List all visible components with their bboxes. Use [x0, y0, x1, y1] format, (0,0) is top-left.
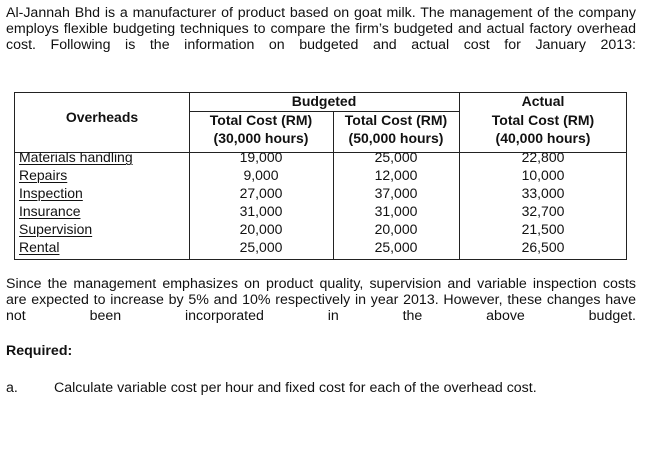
budget-30k-header-line2: (30,000 hours)	[213, 130, 309, 146]
table-cell-budget-30k: 31,000	[239, 203, 283, 219]
table-cell-budget-30k: 9,000	[243, 167, 279, 183]
table-cell-budget-30k: 27,000	[239, 185, 283, 201]
table-cell-actual: 26,500	[521, 239, 565, 255]
budget-30k-header-line1: Total Cost (RM)	[209, 112, 313, 128]
table-cell-budget-50k: 20,000	[374, 221, 418, 237]
budget-50k-header-line2: (50,000 hours)	[348, 130, 444, 146]
budget-50k-header-line1: Total Cost (RM)	[344, 112, 448, 128]
actual-header-line1: Total Cost (RM)	[491, 112, 595, 128]
table-row-label: Supervision	[19, 221, 93, 237]
table-cell-actual: 32,700	[521, 203, 565, 219]
table-cell-budget-30k: 20,000	[239, 221, 283, 237]
table-cell-actual: 22,800	[521, 149, 565, 165]
table-cell-actual: 33,000	[521, 185, 565, 201]
table-cell-budget-30k: 19,000	[239, 149, 283, 165]
table-row-label: Repairs	[19, 167, 68, 183]
overheads-header: Overheads	[65, 109, 139, 125]
budgeted-header: Budgeted	[291, 93, 357, 109]
table-row-label: Inspection	[19, 185, 83, 201]
overhead-cost-table	[14, 92, 627, 260]
table-cell-actual: 21,500	[521, 221, 565, 237]
table-cell-budget-50k: 25,000	[374, 149, 418, 165]
table-cell-budget-50k: 25,000	[374, 239, 418, 255]
intro-paragraph: Al-Jannah Bhd is a manufacturer of product based on goat milk. The management of the company employs flexible budgeting techniques to compare the firm’s budgeted and actual factory overhead cost. Following is the information on budgeted and actual cost for January 2013:	[6, 5, 636, 53]
actual-header-line2: (40,000 hours)	[495, 130, 591, 146]
question-label: a.	[6, 380, 18, 396]
after-table-paragraph: Since the management emphasizes on product quality, supervision and variable inspection costs are expected to increase by 5% and 10% respectively in year 2013. However, these changes have not been incorporated in the above budget.	[6, 276, 636, 324]
table-cell-budget-50k: 12,000	[374, 167, 418, 183]
table-cell-actual: 10,000	[521, 167, 565, 183]
question-text: Calculate variable cost per hour and fixed cost for each of the overhead cost.	[54, 380, 537, 396]
table-row-label: Rental	[19, 239, 60, 255]
table-cell-budget-30k: 25,000	[239, 239, 283, 255]
table-cell-budget-50k: 31,000	[374, 203, 418, 219]
table-cell-budget-50k: 37,000	[374, 185, 418, 201]
actual-header: Actual	[521, 93, 565, 109]
table-row-label: Materials handling	[19, 149, 133, 165]
required-heading: Required:	[6, 343, 73, 359]
table-row-label: Insurance	[19, 203, 81, 219]
